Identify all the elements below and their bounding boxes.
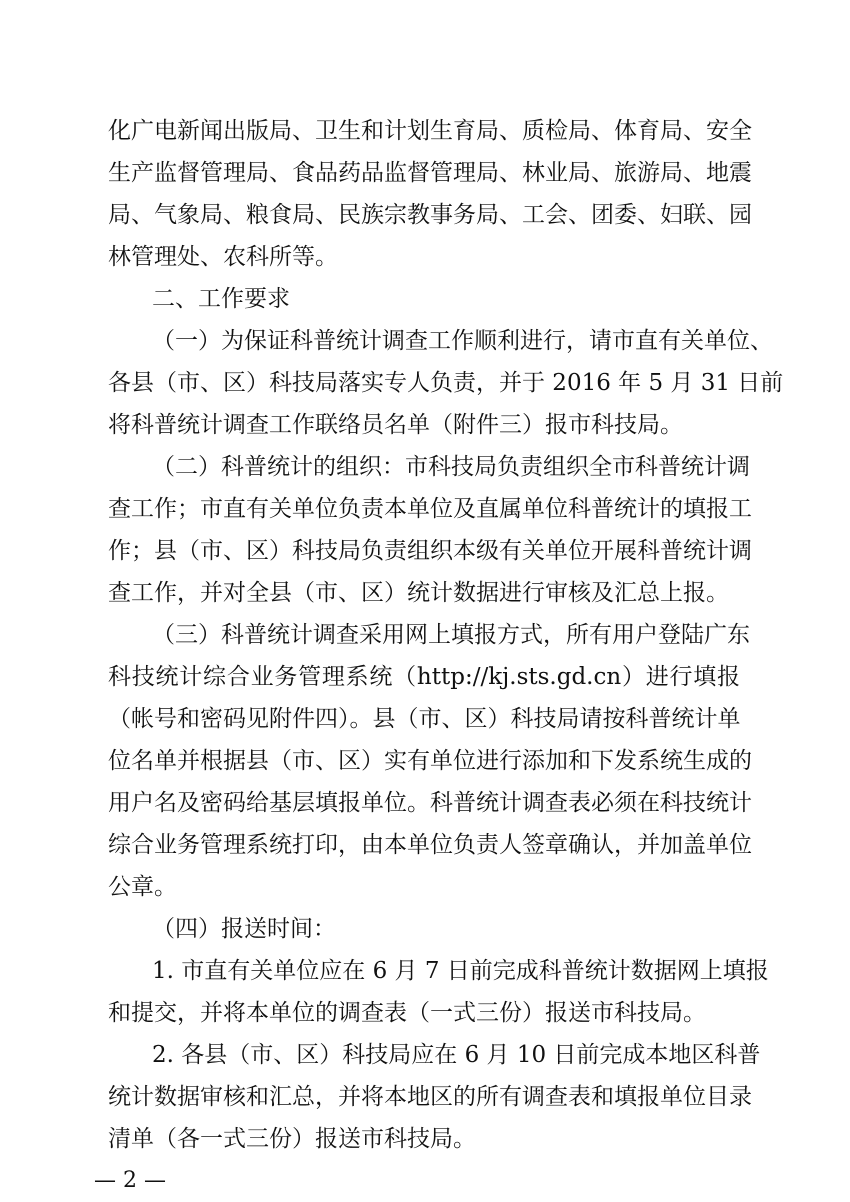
paragraph-2-line-2: 查工作；市直有关单位负责本单位及直属单位科普统计的填报工 bbox=[108, 496, 752, 522]
page-number: — 2 — bbox=[94, 1168, 166, 1193]
paragraph-1-line-1: （一）为保证科普统计调查工作顺利进行，请市直有关单位、 bbox=[152, 328, 773, 354]
body-line-2: 生产监督管理局、食品药品监督管理局、林业局、旅游局、地震 bbox=[108, 160, 752, 186]
paragraph-2-line-1: （二）科普统计的组织：市科技局负责组织全市科普统计调 bbox=[152, 454, 750, 480]
item-2-line-2: 统计数据审核和汇总，并将本地区的所有调查表和填报单位目录 bbox=[108, 1084, 752, 1110]
paragraph-3-line-6: 综合业务管理系统打印，由本单位负责人签章确认，并加盖单位 bbox=[108, 832, 752, 858]
item-1-line-1: 1. 市直有关单位应在 6 月 7 日前完成科普统计数据网上填报 bbox=[152, 958, 769, 984]
body-line-4: 林管理处、农科所等。 bbox=[108, 244, 338, 270]
item-2-line-1: 2. 各县（市、区）科技局应在 6 月 10 日前完成本地区科普 bbox=[152, 1042, 761, 1068]
paragraph-3-line-2: 科技统计综合业务管理系统（http://kj.sts.gd.cn）进行填报 bbox=[108, 664, 740, 690]
paragraph-3-line-7: 公章。 bbox=[108, 874, 177, 900]
paragraph-1-line-3: 将科普统计调查工作联络员名单（附件三）报市科技局。 bbox=[108, 412, 683, 438]
paragraph-2-line-3: 作；县（市、区）科技局负责组织本级有关单位开展科普统计调 bbox=[108, 538, 752, 564]
paragraph-2-line-4: 查工作，并对全县（市、区）统计数据进行审核及汇总上报。 bbox=[108, 580, 729, 606]
item-1-line-2: 和提交，并将本单位的调查表（一式三份）报送市科技局。 bbox=[108, 1000, 706, 1026]
section-heading: 二、工作要求 bbox=[152, 286, 290, 312]
subsection-heading: （四）报送时间： bbox=[152, 916, 336, 942]
item-2-line-3: 清单（各一式三份）报送市科技局。 bbox=[108, 1126, 476, 1152]
paragraph-3-line-5: 用户名及密码给基层填报单位。科普统计调查表必须在科技统计 bbox=[108, 790, 752, 816]
paragraph-3-line-3: （帐号和密码见附件四）。县（市、区）科技局请按科普统计单 bbox=[108, 706, 741, 732]
paragraph-3-line-1: （三）科普统计调查采用网上填报方式，所有用户登陆广东 bbox=[152, 622, 750, 648]
body-line-1: 化广电新闻出版局、卫生和计划生育局、质检局、体育局、安全 bbox=[108, 118, 752, 144]
paragraph-3-line-4: 位名单并根据县（市、区）实有单位进行添加和下发系统生成的 bbox=[108, 748, 752, 774]
body-line-3: 局、气象局、粮食局、民族宗教事务局、工会、团委、妇联、园 bbox=[108, 202, 752, 228]
paragraph-1-line-2: 各县（市、区）科技局落实专人负责，并于 2016 年 5 月 31 日前 bbox=[108, 370, 784, 396]
